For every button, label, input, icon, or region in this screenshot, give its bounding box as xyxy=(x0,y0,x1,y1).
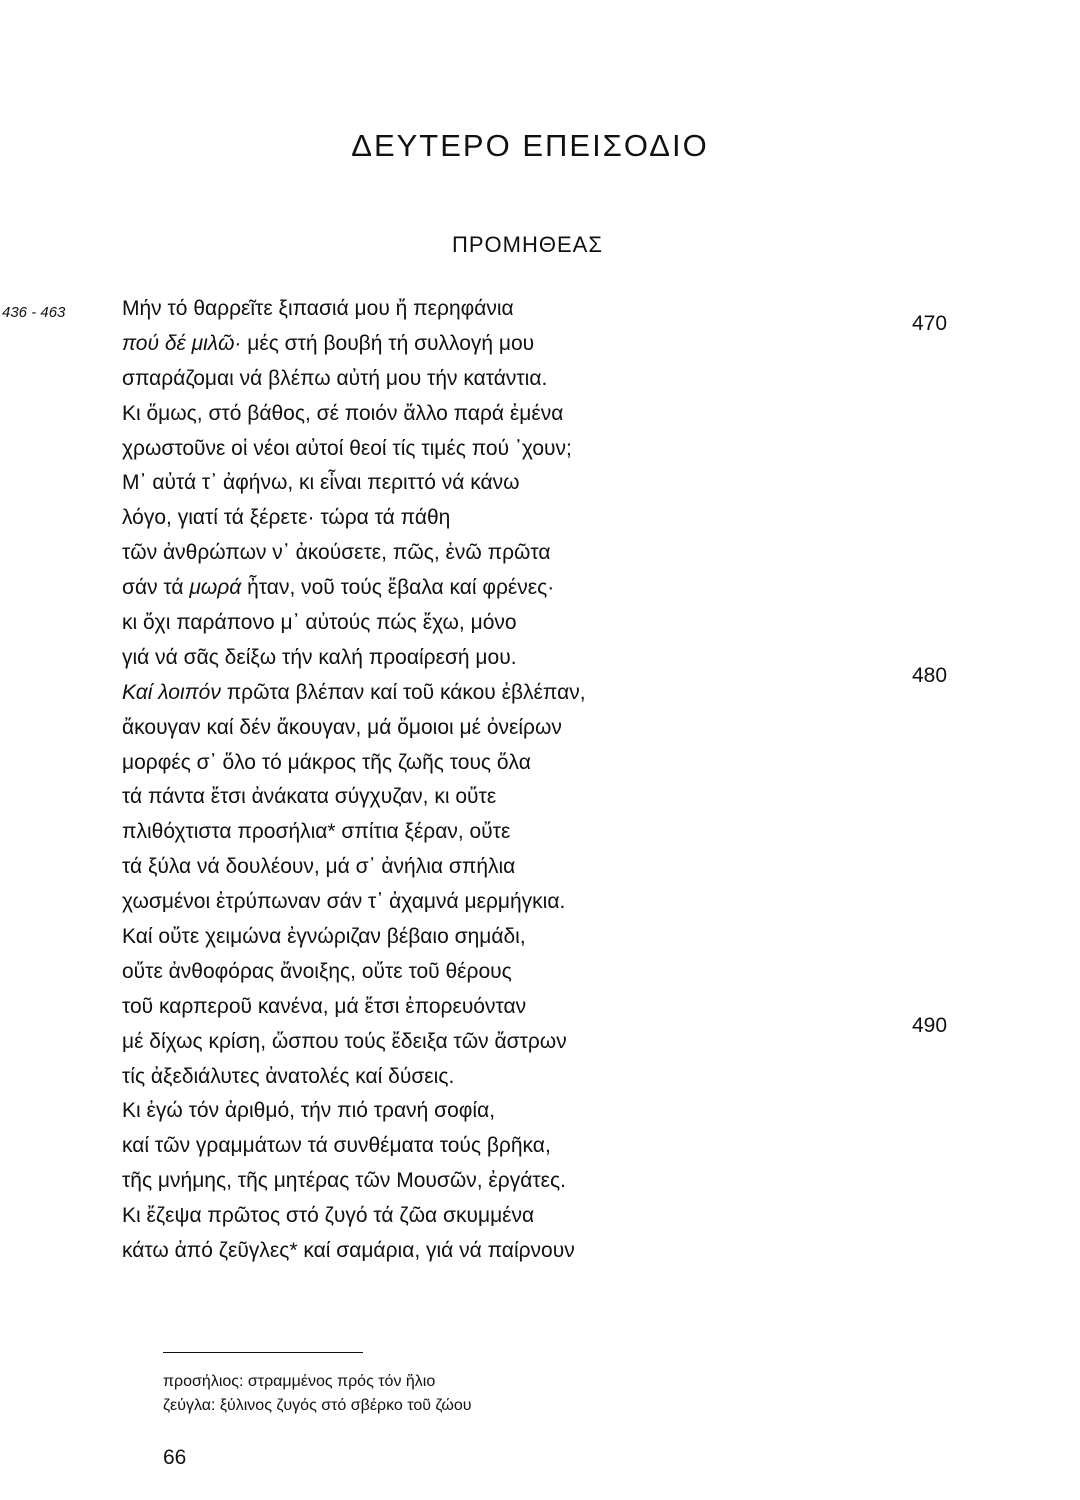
verse-line: λόγο, γιατί τά ξέρετε· τώρα τά πάθη xyxy=(122,506,451,530)
verse-line: μορφές σ᾽ ὅλο τό μάκρος τῆς ζωῆς τους ὅλα xyxy=(122,750,531,774)
verse-line: τῆς μνήμης, τῆς μητέρας τῶν Μουσῶν, ἐργάτες. xyxy=(122,1169,566,1193)
episode-title: ΔΕΥΤΕΡΟ ΕΠΕΙΣΟΔΙΟ xyxy=(351,128,709,163)
line-number-490: 490 xyxy=(912,1014,948,1037)
verse-line: Κι ἔζεψα πρῶτος στό ζυγό τά ζῶα σκυμμένα xyxy=(122,1204,535,1228)
verse-line: χωσμένοι ἐτρύπωναν σάν τ᾽ ἀχαμνά μερμήγκια. xyxy=(122,890,566,914)
verse-line: Κι ἐγώ τόν ἀριθμό, τήν πιό τρανή σοφία, xyxy=(122,1099,496,1123)
footnote: προσήλιος: στραμμένος πρός τόν ἥλιο xyxy=(163,1373,436,1390)
verse-line: κι ὄχι παράπονο μ᾽ αὐτούς πώς ἔχω, μόνο xyxy=(122,611,517,635)
verse-line: μέ δίχως κρίση, ὥσπου τούς ἔδειξα τῶν ἄστρων xyxy=(122,1029,567,1053)
footnote-divider xyxy=(163,1352,363,1353)
verse-line: πλιθόχτιστα προσήλια* σπίτια ξέραν, οὔτε xyxy=(122,820,511,844)
verse-line: κάτω ἀπό ζεῦγλες* καί σαμάρια, γιά νά παίρνουν xyxy=(122,1239,575,1263)
verse-line: οὔτε ἀνθοφόρας ἄνοιξης, οὔτε τοῦ θέρους xyxy=(122,959,512,983)
verse-line: τῶν ἀνθρώπων ν᾽ ἀκούσετε, πῶς, ἐνῶ πρῶτα xyxy=(122,541,551,565)
speaker-name: ΠΡΟΜΗΘΕΑΣ xyxy=(452,232,603,257)
verse-line: τίς ἀξεδιάλυτες ἀνατολές καί δύσεις. xyxy=(122,1064,455,1088)
verse-line: σάν τά μωρά ἦταν, νοῦ τούς ἔβαλα καί φρένες· xyxy=(122,576,555,600)
verse-line: Καί οὔτε χειμώνα ἐγνώριζαν βέβαιο σημάδι, xyxy=(122,925,526,949)
line-number-480: 480 xyxy=(912,664,948,687)
verse-reference-range: 436 - 463 xyxy=(2,304,66,321)
verse-line: Καί λοιπόν πρῶτα βλέπαν καί τοῦ κάκου ἐβλέπαν, xyxy=(122,680,586,704)
footnote: ζεύγλα: ξύλινος ζυγός στό σβέρκο τοῦ ζώου xyxy=(163,1397,472,1414)
verse-line: καί τῶν γραμμάτων τά συνθέματα τούς βρῆκα, xyxy=(122,1134,551,1158)
verse-line: τοῦ καρπεροῦ κανένα, μά ἔτσι ἐπορευόνταν xyxy=(122,994,527,1018)
verse-line: Μήν τό θαρρεῖτε ξιπασιά μου ἤ περηφάνια xyxy=(122,297,514,320)
verse-line: χρωστοῦνε οἱ νέοι αὐτοί θεοί τίς τιμές πού ᾽χουν; xyxy=(122,436,572,460)
poem-text xyxy=(122,292,902,1269)
page-number: 66 xyxy=(163,1446,187,1469)
verse-line: γιά νά σᾶς δείξω τήν καλή προαίρεσή μου. xyxy=(122,645,517,669)
line-number-470: 470 xyxy=(912,312,948,335)
verse-line: τά πάντα ἔτσι ἀνάκατα σύγχυζαν, κι οὔτε xyxy=(122,785,497,809)
verse-line: ἄκουγαν καί δέν ἄκουγαν, μά ὅμοιοι μέ ὀνείρων xyxy=(122,715,562,739)
verse-line: Μ᾽ αὐτά τ᾽ ἀφήνω, κι εἶναι περιττό νά κάνω xyxy=(122,471,520,495)
verse-line: τά ξύλα νά δουλέουν, μά σ᾽ ἀνήλια σπήλια xyxy=(122,855,516,879)
verse-line: πού δέ μιλῶ· μές στή βουβή τή συλλογή μου xyxy=(122,331,535,355)
verse-line: σπαράζομαι νά βλέπω αὐτή μου τήν κατάντια. xyxy=(122,366,548,390)
footnotes xyxy=(163,1370,763,1418)
verse-line: Κι ὅμως, στό βάθος, σέ ποιόν ἄλλο παρά ἐμένα xyxy=(122,401,564,425)
